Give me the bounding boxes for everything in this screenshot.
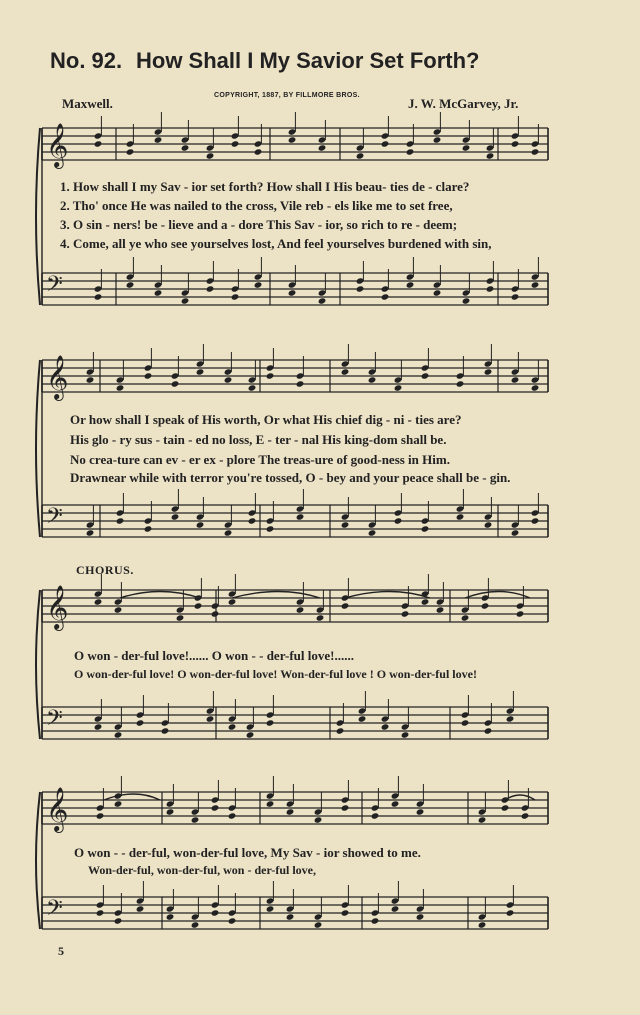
note-head	[478, 921, 487, 928]
treble-clef-icon: 𝄞	[46, 787, 69, 831]
note-head	[181, 144, 190, 151]
note-head	[456, 380, 465, 387]
note-head	[318, 297, 327, 304]
note-head	[136, 905, 145, 912]
composer-credit: Maxwell.	[62, 96, 113, 111]
note-head	[154, 289, 163, 296]
note-head	[126, 281, 135, 288]
note-head	[341, 368, 350, 375]
system-brace	[36, 792, 40, 929]
note-head	[416, 808, 425, 815]
note-head	[231, 293, 240, 300]
note-head	[341, 602, 350, 609]
note-head	[266, 719, 275, 726]
note-head	[433, 289, 442, 296]
note-head	[486, 285, 495, 292]
note-head	[341, 804, 350, 811]
note-head	[381, 723, 390, 730]
note-head	[511, 293, 520, 300]
note-head	[462, 144, 471, 151]
note-head	[421, 372, 430, 379]
note-head	[316, 614, 325, 621]
note-head	[521, 812, 530, 819]
note-head	[171, 513, 180, 520]
treble-clef-icon: 𝄞	[46, 355, 69, 399]
note-head	[371, 812, 380, 819]
note-head	[114, 606, 123, 613]
system-brace	[36, 128, 40, 305]
note-head	[228, 723, 237, 730]
slur	[465, 592, 530, 599]
note-head	[461, 719, 470, 726]
note-head	[531, 281, 540, 288]
note-head	[506, 909, 515, 916]
note-head	[94, 140, 103, 147]
note-head	[461, 614, 470, 621]
chorus-upper-line: O won - der-ful love!...... O won - - der-ful love!......	[74, 648, 354, 663]
note-head	[96, 812, 105, 819]
note-head	[126, 148, 135, 155]
note-head	[416, 913, 425, 920]
verse-4-line-2: Drawnear while with terror you're tossed, O - bey and your peace shall be - gin.	[70, 470, 511, 485]
note-head	[231, 140, 240, 147]
note-head	[314, 921, 323, 928]
note-head	[381, 140, 390, 147]
copyright-notice: COPYRIGHT, 1887, BY FILLMORE BROS.	[214, 92, 360, 99]
note-head	[381, 293, 390, 300]
note-head	[501, 804, 510, 811]
note-head	[228, 917, 237, 924]
slur	[505, 795, 535, 800]
note-head	[394, 384, 403, 391]
note-head	[462, 297, 471, 304]
note-head	[96, 909, 105, 916]
page-number: 5	[58, 944, 64, 958]
note-head	[531, 384, 540, 391]
note-head	[371, 917, 380, 924]
note-head	[506, 715, 515, 722]
note-head	[171, 380, 180, 387]
note-head	[206, 715, 215, 722]
note-head	[296, 513, 305, 520]
note-head	[368, 529, 377, 536]
note-head	[486, 152, 495, 159]
note-head	[531, 517, 540, 524]
verse-3-line-1: 3. O sin - ners! be - lieve and a - dore This Sav - ior, so rich to re - deem;	[60, 217, 458, 232]
note-head	[144, 525, 153, 532]
slur	[232, 592, 320, 599]
note-head	[191, 816, 200, 823]
verse-2-line-2: His glo - ry sus - tain - ed no loss, E - ter - nal His king-dom shall be.	[70, 432, 447, 447]
hymn-title: How Shall I My Savior Set Forth?	[136, 48, 480, 73]
note-head	[356, 285, 365, 292]
note-head	[421, 525, 430, 532]
hymn-number: No. 92.	[50, 48, 123, 73]
chorus-label: CHORUS.	[76, 563, 134, 577]
note-head	[336, 727, 345, 734]
note-head	[211, 909, 220, 916]
note-head	[224, 529, 233, 536]
verse-1-line-2: Or how shall I speak of His worth, Or what His chief dig - ni - ties are?	[70, 412, 462, 427]
note-head	[341, 521, 350, 528]
note-head	[511, 140, 520, 147]
verse-4-line-1: 4. Come, all ye who see yourselves lost, And feel yourselves burdened with sin,	[60, 236, 492, 251]
slur	[345, 592, 430, 599]
note-head	[248, 384, 257, 391]
note-head	[433, 136, 442, 143]
note-head	[406, 148, 415, 155]
note-head	[176, 614, 185, 621]
note-head	[94, 598, 103, 605]
note-head	[341, 909, 350, 916]
note-head	[356, 152, 365, 159]
note-head	[86, 376, 95, 383]
note-head	[481, 602, 490, 609]
note-head	[266, 800, 275, 807]
note-head	[206, 285, 215, 292]
note-head	[358, 715, 367, 722]
note-head	[391, 800, 400, 807]
bass-clef-icon: 𝄢	[46, 504, 63, 534]
note-head	[436, 606, 445, 613]
note-head	[511, 376, 520, 383]
verse-3-line-2: No crea-ture can ev - er ex - plore The treas-ure of good-ness in Him.	[70, 452, 450, 467]
note-head	[114, 917, 123, 924]
note-head	[206, 152, 215, 159]
note-head	[296, 606, 305, 613]
note-head	[136, 719, 145, 726]
author-credit: J. W. McGarvey, Jr.	[408, 96, 519, 111]
treble-clef-icon: 𝄞	[46, 123, 69, 167]
note-head	[211, 804, 220, 811]
note-head	[86, 529, 95, 536]
note-head	[266, 905, 275, 912]
note-head	[484, 521, 493, 528]
note-head	[228, 598, 237, 605]
note-head	[286, 913, 295, 920]
bass-clef-icon: 𝄢	[46, 272, 63, 302]
note-head	[516, 610, 525, 617]
note-head	[116, 384, 125, 391]
note-head	[484, 368, 493, 375]
note-head	[314, 816, 323, 823]
note-head	[484, 727, 493, 734]
note-head	[166, 913, 175, 920]
note-head	[394, 517, 403, 524]
note-head	[211, 610, 220, 617]
note-head	[511, 529, 520, 536]
note-head	[196, 521, 205, 528]
note-head	[288, 136, 297, 143]
note-head	[288, 289, 297, 296]
note-head	[296, 380, 305, 387]
note-head	[531, 148, 540, 155]
note-head	[144, 372, 153, 379]
note-head	[191, 921, 200, 928]
note-head	[181, 297, 190, 304]
note-head	[114, 731, 123, 738]
note-head	[196, 368, 205, 375]
note-head	[368, 376, 377, 383]
note-head	[318, 144, 327, 151]
slur	[120, 592, 200, 599]
note-head	[166, 808, 175, 815]
note-head	[254, 281, 263, 288]
system-brace	[36, 590, 40, 739]
note-head	[391, 905, 400, 912]
note-head	[194, 602, 203, 609]
bass-clef-icon: 𝄢	[46, 896, 63, 926]
verse-2-line-1: 2. Tho' once He was nailed to the cross, Vile reb - els like me to set free,	[60, 198, 453, 213]
note-head	[228, 812, 237, 819]
note-head	[286, 808, 295, 815]
note-head	[456, 513, 465, 520]
chorus-lower-line: O won-der-ful love! O won-der-ful love! Won-der-ful love ! O won-der-ful love!	[74, 667, 477, 681]
verse-1-line-1: 1. How shall I my Sav - ior set forth? How shall I His beau- ties de - clare?	[60, 179, 470, 194]
note-head	[254, 148, 263, 155]
note-head	[401, 731, 410, 738]
chorus-final-lower-line: Won-der-ful, won-der-ful, won - der-ful love,	[88, 863, 316, 877]
note-head	[114, 800, 123, 807]
note-head	[224, 376, 233, 383]
note-head	[94, 723, 103, 730]
note-head	[266, 372, 275, 379]
note-head	[116, 517, 125, 524]
note-head	[266, 525, 275, 532]
treble-clef-icon: 𝄞	[46, 585, 69, 629]
note-head	[246, 731, 255, 738]
note-head	[94, 293, 103, 300]
note-head	[161, 727, 170, 734]
note-head	[406, 281, 415, 288]
note-head	[421, 598, 430, 605]
bass-clef-icon: 𝄢	[46, 706, 63, 736]
note-head	[154, 136, 163, 143]
note-head	[248, 517, 257, 524]
chorus-final-upper-line: O won - - der-ful, won-der-ful love, My Sav - ior showed to me.	[74, 845, 421, 860]
system-brace	[36, 360, 40, 537]
slur	[104, 794, 160, 800]
note-head	[478, 816, 487, 823]
note-head	[401, 610, 410, 617]
